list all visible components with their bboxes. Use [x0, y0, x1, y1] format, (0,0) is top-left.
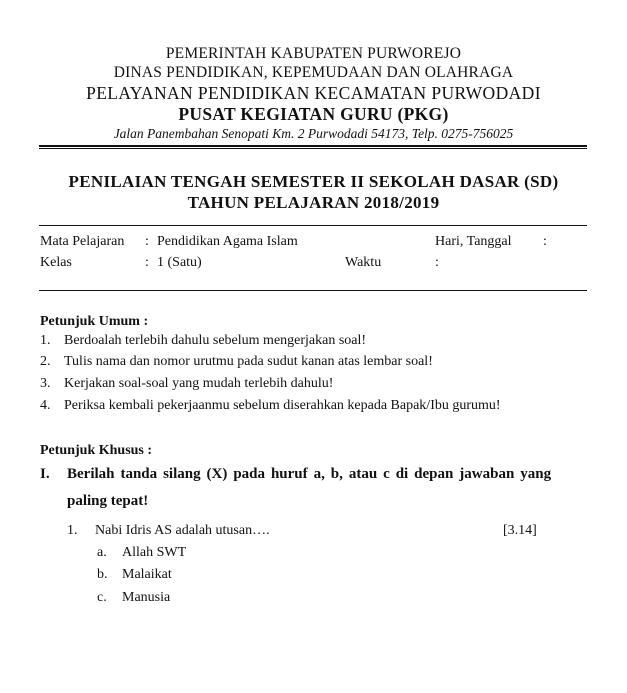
subject-value: Pendidikan Agama Islam [157, 234, 298, 249]
section-number: I. [40, 466, 50, 482]
day-colon: : [543, 234, 547, 249]
special-heading: Petunjuk Khusus : [40, 443, 153, 458]
info-bottom-divider [39, 290, 587, 291]
header-divider-thin [39, 148, 587, 149]
question-number: 1. [67, 523, 78, 538]
general-item-num: 2. [40, 354, 51, 369]
subject-label: Mata Pelajaran [40, 234, 125, 249]
time-colon: : [435, 255, 439, 270]
exam-title: PENILAIAN TENGAH SEMESTER II SEKOLAH DASAR (SD) [68, 172, 559, 191]
option-text: Malaikat [122, 567, 172, 582]
general-item-num: 3. [40, 376, 51, 391]
general-item-num: 1. [40, 333, 51, 348]
class-value: 1 (Satu) [157, 255, 202, 270]
header-department: DINAS PENDIDIKAN, KEPEMUDAAN DAN OLAHRAGA [113, 64, 514, 81]
option-text: Manusia [122, 590, 171, 605]
general-item-text: Kerjakan soal-soal yang mudah terlebih dahulu! [64, 376, 334, 391]
option-letter: c. [97, 590, 107, 605]
time-label: Waktu [345, 255, 382, 270]
option-letter: a. [97, 545, 107, 560]
general-item-text: Periksa kembali pekerjaanmu sebelum diserahkan kepada Bapak/Ibu gurumu! [64, 398, 501, 413]
info-top-divider [39, 225, 587, 226]
question-text: Nabi Idris AS adalah utusan…. [95, 523, 270, 538]
general-heading: Petunjuk Umum : [40, 314, 149, 329]
header-divider [39, 145, 587, 147]
general-item-text: Berdoalah terlebih dahulu sebelum mengerjakan soal! [64, 333, 367, 348]
class-label: Kelas [40, 255, 72, 270]
section-instruction-line1: Berilah tanda silang (X) pada huruf a, b, atau c di depan jawaban yang [67, 466, 552, 482]
general-item-num: 4. [40, 398, 51, 413]
header-district-service: PELAYANAN PENDIDIKAN KECAMATAN PURWODADI [86, 83, 541, 103]
option-letter: b. [97, 567, 108, 582]
header-address: Jalan Panembahan Senopati Km. 2 Purwodadi 54173, Telp. 0275-756025 [113, 126, 514, 141]
option-text: Allah SWT [122, 545, 187, 560]
subject-colon: : [145, 234, 149, 249]
question-code: [3.14] [503, 523, 537, 538]
general-item-text: Tulis nama dan nomor urutmu pada sudut kanan atas lembar soal! [64, 354, 433, 369]
section-instruction-line2: paling tepat! [67, 493, 149, 509]
class-colon: : [145, 255, 149, 270]
exam-year: TAHUN PELAJARAN 2018/2019 [187, 193, 440, 212]
header-government: PEMERINTAH KABUPATEN PURWOREJO [165, 45, 462, 62]
day-label: Hari, Tanggal [435, 234, 512, 249]
header-pkg: PUSAT KEGIATAN GURU (PKG) [178, 104, 449, 124]
